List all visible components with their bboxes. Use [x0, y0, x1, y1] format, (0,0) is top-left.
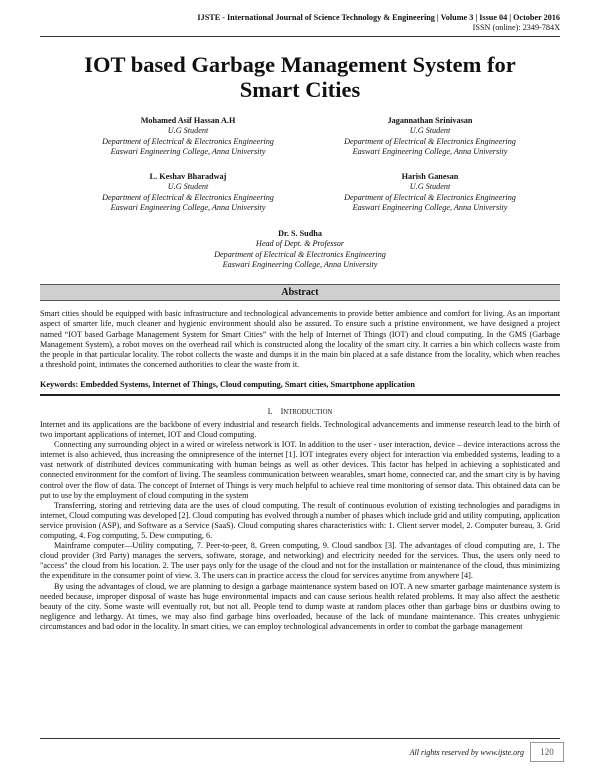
author-block-5 — [170, 229, 430, 271]
paragraph: Internet and its applications are the backbone of every industrial and research fields. Technological advancements and immense research lead to the birth of two important applications of internet, IOT and Cloud computing. — [40, 420, 560, 440]
header-rule — [40, 36, 560, 37]
author-college: Easwari Engineering College, Anna University — [222, 260, 378, 270]
author-dept: Department of Electrical & Electronics Engineering — [344, 136, 516, 146]
author-name: Jagannathan Srinivasan — [387, 116, 473, 125]
author-block-3 — [58, 172, 318, 214]
journal-issn-line: ISSN (online): 2349-784X — [472, 23, 560, 32]
footer-rights: All rights reserved by www.ijste.org — [409, 748, 524, 757]
author-dept: Department of Electrical & Electronics Engineering — [344, 192, 516, 202]
author-name: L. Keshav Bharadwaj — [149, 172, 227, 181]
body-text — [40, 420, 560, 632]
journal-title-line: IJSTE - International Journal of Science Technology & Engineering | Volume 3 | Issue 04 | October 2016 — [197, 13, 560, 22]
section-title-initial: I — [280, 407, 284, 416]
author-block-2 — [300, 116, 560, 158]
paragraph: Mainframe computer—Utility computing, 7. Peer-to-peer, 8. Green computing, 9. Cloud sandbox [3]. The advantages of cloud computing are, 1. The cloud provider (3rd Party) manages the servers, software, storage, and networking) and electricity needed for the services. Thus, the users only need to "access" the cloud from his location. 2. The user pays only for the usage of the cloud and not for the installation or maintenance of the cloud, thus minimizing the expenditure in the consumer point of view. 3. The users can in practice access the cloud for services anytime from anywhere [4]. — [40, 541, 560, 581]
author-dept: Department of Electrical & Electronics Engineering — [102, 192, 274, 202]
author-role: Head of Dept. & Professor — [255, 239, 345, 249]
author-block-4 — [300, 172, 560, 214]
author-name: Harish Ganesan — [401, 172, 459, 181]
paragraph: Transferring, storing and retrieving data are the uses of cloud computing. The result of continuous evolution of existing technologies and paradigms in internet, Cloud computing was developed [2]. Cloud computing has evolved through a number of phases which include grid and utility computing, application service provision (ASP), and Software as a Service (SaaS). Cloud computing shares characteristics with: 1. Client server model, 2. Computer bureau, 3. Grid computing, 4. Fog computing, 5. Dew computing, 6. — [40, 500, 560, 541]
author-dept: Department of Electrical & Electronics Engineering — [214, 249, 386, 259]
paragraph: By using the advantages of cloud, we are planning to design a garbage maintenance system based on IOT. A new smarter garbage maintenance system is needed because, improper disposal of waste has huge environmental impacts and can cause serious health related problems. It may also affect the aesthetic beauty of the city. Some waste will eventually rot, but not all. People tend to dump waste at random places other than garbage bins or dustbins owing to negligence and lethargy. At times, we may also find garbage bins overloaded, because of the lack of mundane maintenance. This creates unhygienic circumstances and bad odor in the locality. In smart cities, we can employ technological advancements in order to combat the garbage management — [40, 581, 560, 631]
author-dept: Department of Electrical & Electronics Engineering — [102, 136, 274, 146]
author-role: U.G Student — [409, 182, 451, 192]
author-role: U.G Student — [167, 126, 209, 136]
title-line-1: IOT based Garbage Management System for — [84, 52, 516, 77]
paragraph: Connecting any surrounding object in a wired or wireless network is IOT. In addition to the user - user interaction, device – device interactions across the internet is also achieved, thus increasing the omnipresence of the internet [1]. IOT integrates every object for interaction via embedded systems, leading to a vast network of distributed devices communicating with human beings as well as other devices. This factor has helped in achieving a sophisticated and connected environment for the comfort of living. The seamless communication between wearables, smart home, connected car, and the smart city is by having control over the flow of data. The concept of Internet of Things is very much helpful to achieve real time monitoring of sensor data. This obtained data can be put to use by the employment of cloud computing in the system — [40, 440, 560, 500]
section-heading — [40, 407, 560, 416]
journal-header — [197, 13, 560, 33]
paper-title — [40, 52, 560, 102]
section-title-rest: NTRODUCTION — [283, 409, 333, 416]
author-role: U.G Student — [167, 182, 209, 192]
author-name: Dr. S. Sudha — [278, 229, 322, 238]
page-number: 120 — [530, 742, 564, 762]
author-college: Easwari Engineering College, Anna University — [110, 203, 266, 213]
author-college: Easwari Engineering College, Anna University — [352, 147, 508, 157]
author-college: Easwari Engineering College, Anna University — [352, 203, 508, 213]
keywords-line: Keywords: Embedded Systems, Internet of Things, Cloud computing, Smart cities, Smartphone application — [40, 380, 415, 389]
title-line-2: Smart Cities — [239, 77, 361, 102]
section-number: I. — [267, 407, 273, 416]
abstract-rule — [40, 394, 560, 396]
author-name: Mohamed Asif Hassan A.H — [140, 116, 236, 125]
author-college: Easwari Engineering College, Anna University — [110, 147, 266, 157]
footer-rule — [40, 738, 560, 739]
abstract-heading: Abstract — [40, 284, 560, 301]
author-block-1 — [58, 116, 318, 158]
author-role: U.G Student — [409, 126, 451, 136]
abstract-text: Smart cities should be equipped with basic infrastructure and technological advancements to provide better ambience and comfort for living. As an important aspect of smarter life, much cleaner and hygienic environment should also be assured. To ensure such a pristine environment, we have designed a project named “IOT based Garbage Management System for Smart Cities” with the help of Internet of Things (IOT) and cloud computing. In the GMS (Garbage Management System), a robot moves on the overhead rail which is constructed along the locality of the smart city. It carries a bin which collects waste from the people in that particular locality. The robot collects the waste and dumps it in the main bin placed at a safe distance from the locality, which when reaches a threshold point, intimates the concerned authorities to clear the waste from it. — [40, 309, 560, 370]
